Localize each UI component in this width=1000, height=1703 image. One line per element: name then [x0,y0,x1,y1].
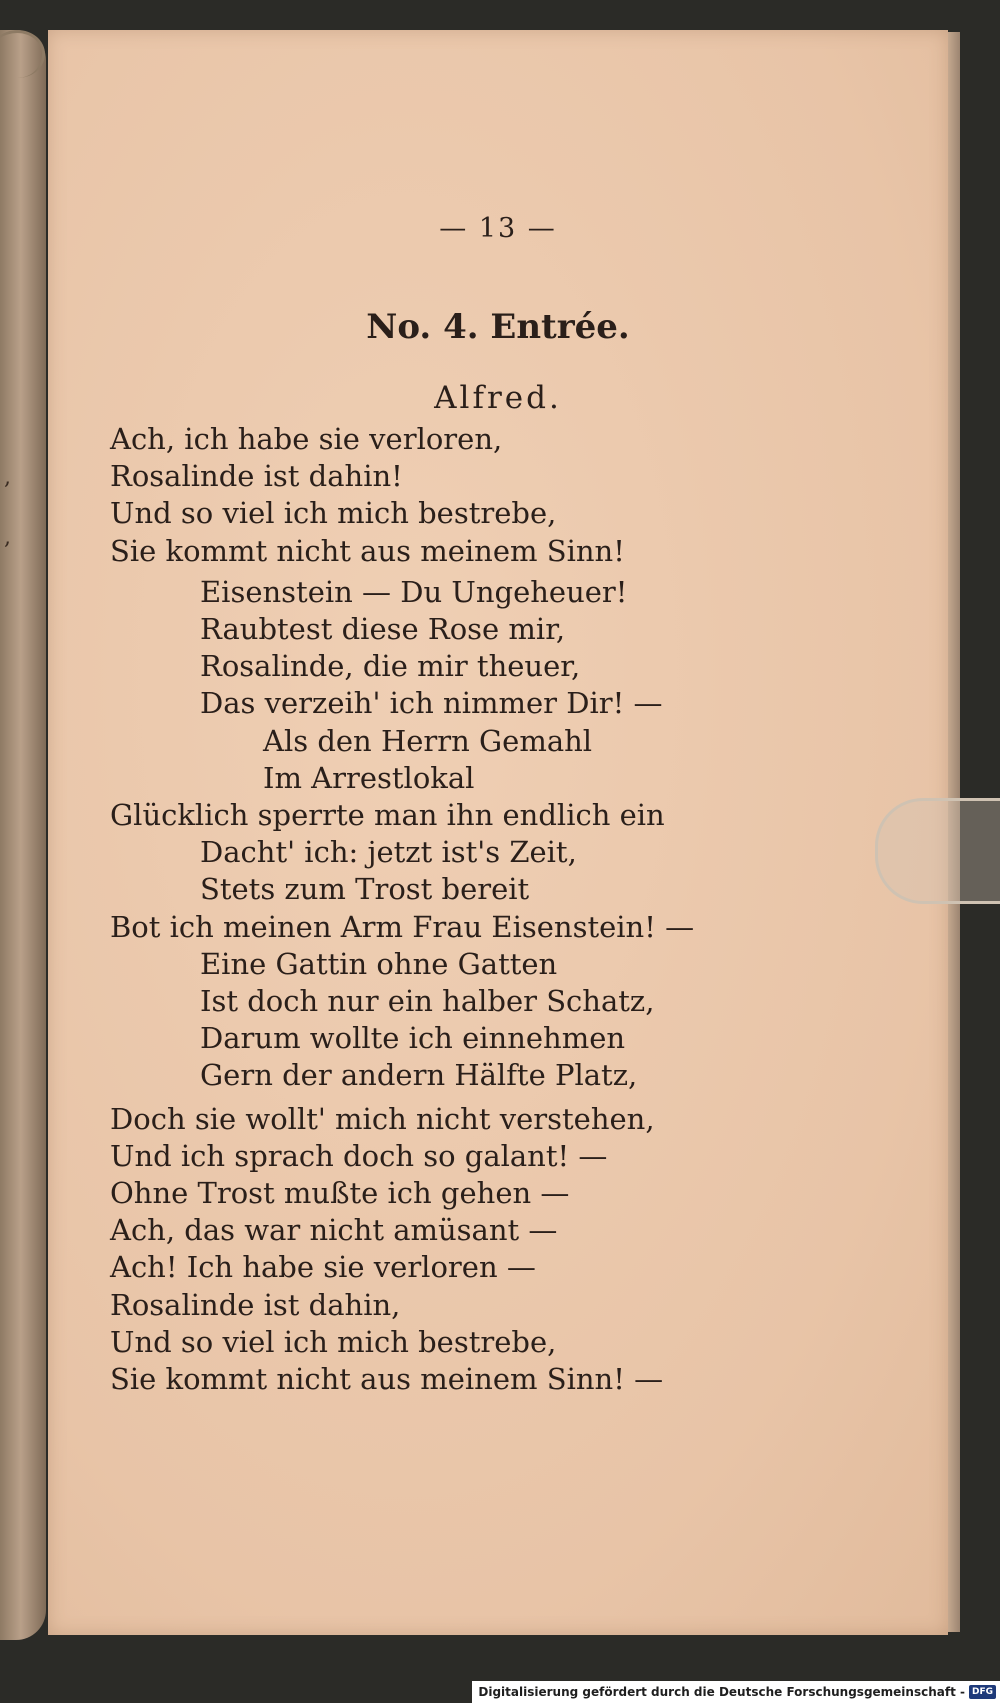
credit-text: Digitalisierung gefördert durch die Deutsche Forschungsgemeinschaft - [478,1685,965,1699]
verse-line: Stets zum Trost bereit [200,872,530,907]
verse-line: Das verzeih' ich nimmer Dir! — [200,686,663,721]
verse-line: Dacht' ich: jetzt ist's Zeit, [200,835,577,870]
verse-line: Rosalinde ist dahin, [110,1287,401,1322]
verse-line: Rosalinde, die mir theuer, [200,649,581,684]
page-text [48,30,948,1635]
verse-line: Ach! Ich habe sie verloren — [110,1250,536,1285]
verse-line: Glücklich sperrte man ihn endlich ein [110,798,665,832]
verse-line: Darum wollte ich einnehmen [200,1021,626,1056]
verse-line: Im Arrestlokal [263,760,475,795]
verse-line: Ach, ich habe sie verloren, [110,422,503,456]
section-heading: No. 4. Entrée. [366,307,630,347]
left-page-mark: , [4,525,11,550]
verse-line: Bot ich meinen Arm Frau Eisenstein! — [110,909,695,944]
verse-line: Eine Gattin ohne Gatten [200,946,558,981]
left-page-edge [0,30,46,1640]
verse-line: Ist doch nur ein halber Schatz, [200,984,655,1018]
verse-line: Sie kommt nicht aus meinem Sinn! [110,533,625,568]
verse-line: Raubtest diese Rose mir, [200,612,566,646]
verse-line: Sie kommt nicht aus meinem Sinn! — [110,1362,664,1396]
page-number: — 13 — [439,213,557,244]
verse-line: Und so viel ich mich bestrebe, [110,496,557,531]
page-clip [875,798,1000,904]
verse-line: Eisenstein — Du Ungeheuer! [200,574,628,609]
verse-line: Und so viel ich mich bestrebe, [110,1324,557,1359]
verse-line: Als den Herrn Gemahl [263,723,593,758]
book-page [48,30,948,1635]
digitization-credit [472,1681,1000,1703]
verse-line: Gern der andern Hälfte Platz, [200,1058,638,1093]
verse-line: Ach, das war nicht amüsant — [110,1213,558,1248]
verse-line: Rosalinde ist dahin! [110,459,403,494]
verse-line: Und ich sprach doch so galant! — [110,1138,608,1173]
left-page-mark: , [4,465,11,490]
speaker-name: Alfred. [434,380,562,416]
dfg-logo: DFG [969,1685,996,1699]
verse-line: Ohne Trost mußte ich gehen — [110,1176,570,1210]
verse-line: Doch sie wollt' mich nicht verstehen, [110,1101,655,1136]
